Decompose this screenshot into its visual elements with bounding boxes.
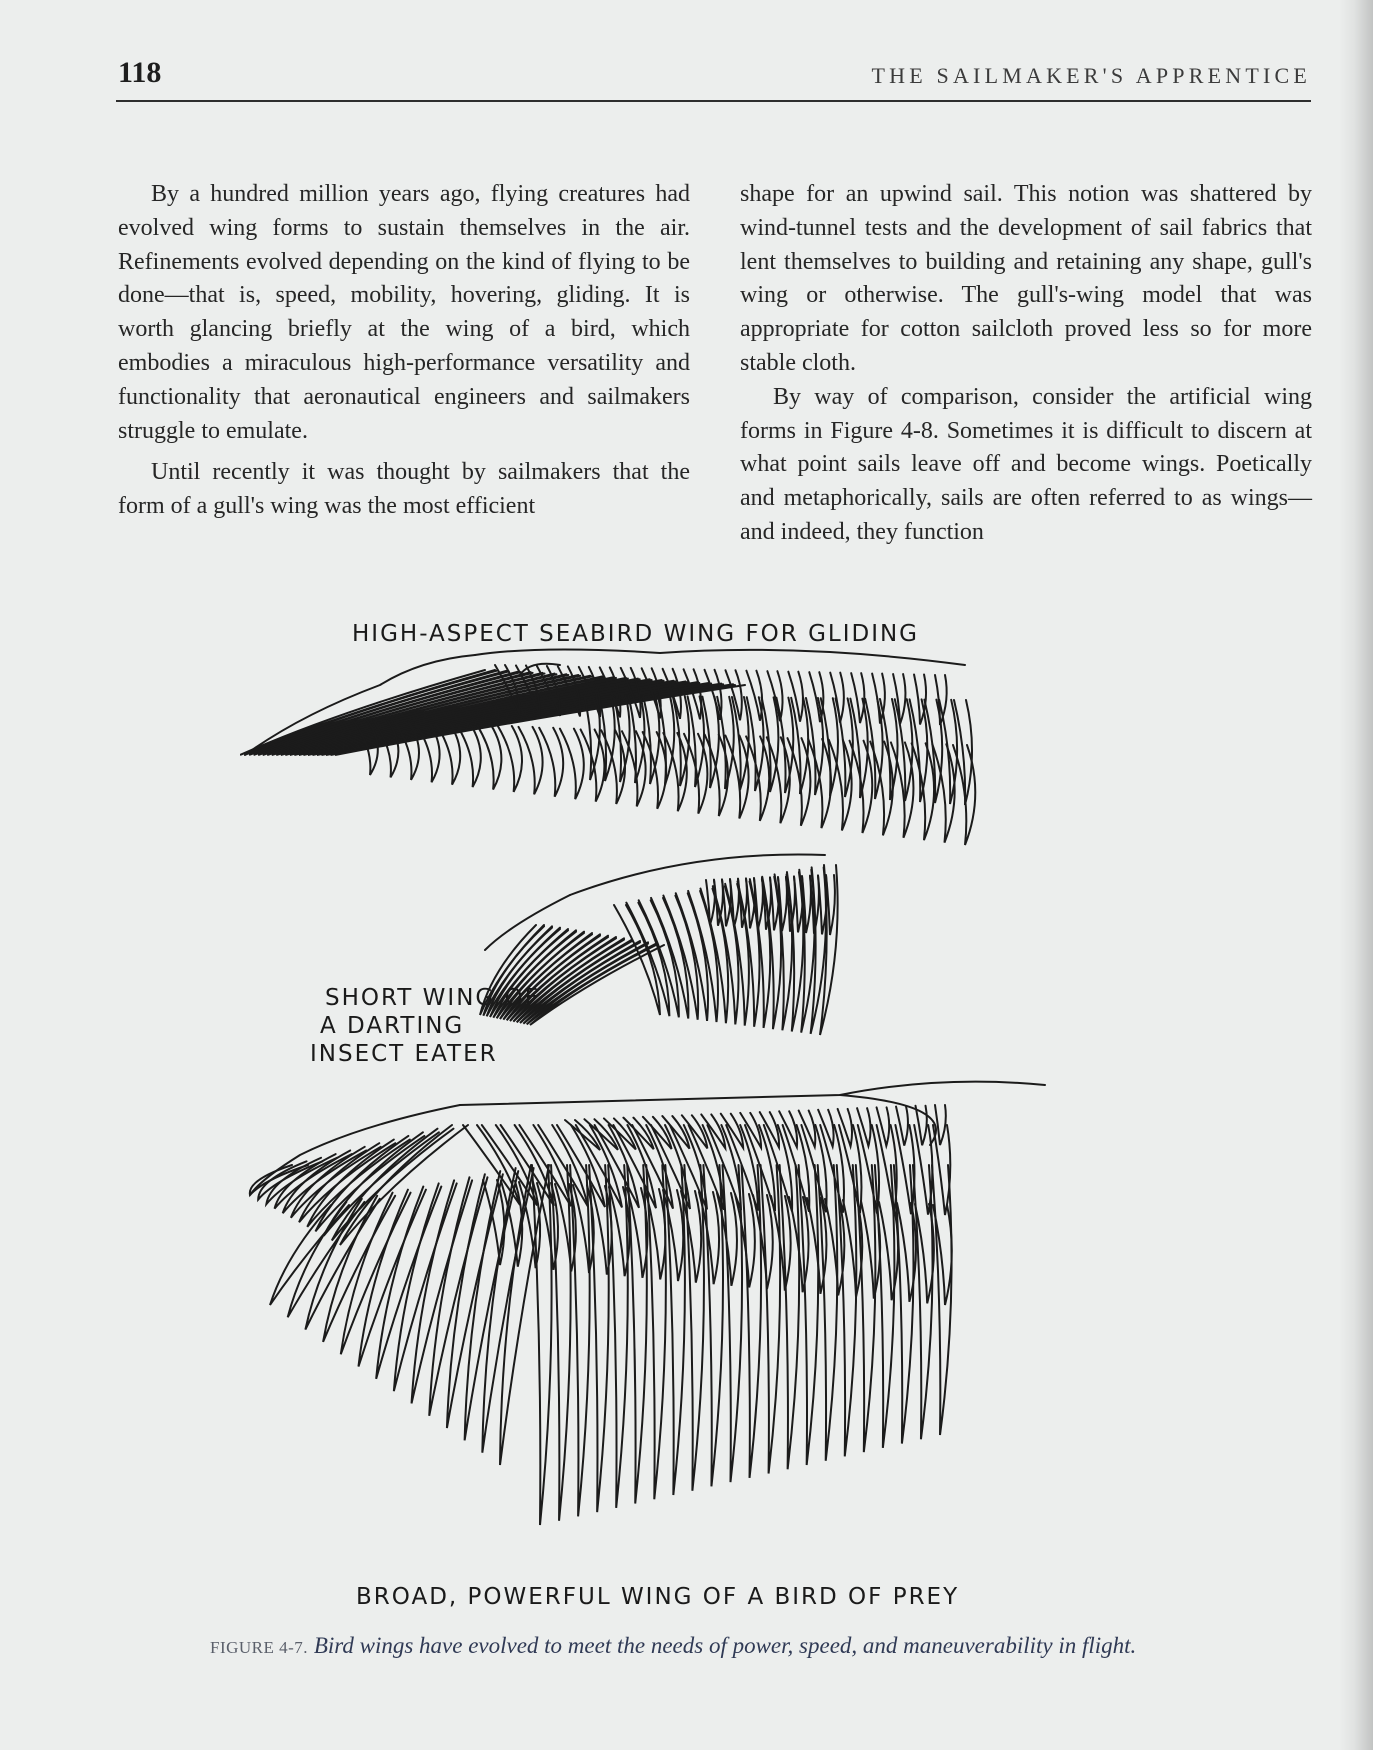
feather-stroke <box>932 1165 952 1435</box>
insect-eater-label-line2: A DARTING <box>320 1013 465 1039</box>
insect-eater-wing-drawing <box>480 855 838 1036</box>
feather-stroke <box>570 1165 590 1516</box>
feather-stroke <box>742 1165 762 1478</box>
feather-stroke <box>614 695 630 782</box>
bird-of-prey-wing-drawing <box>250 1082 1045 1525</box>
feather-stroke <box>935 1105 946 1145</box>
paragraph: By way of comparison, consider the artificial wing forms in Figure 4-8. Sometimes it is difficult to discern at what point sails leave off and become wings. Poetically and metaphorically, sails are often referred to as wings—and indeed, they function <box>740 383 1312 545</box>
paragraph: shape for an upwind sail. This notion was shattered by wind-tunnel tests and the development of sail fabrics that lent themselves to building and retaining any shape, gull's wing or otherwise. The gull's-wing model that was appropriate for cotton sailcloth proved less so for more stable cloth. <box>740 181 1312 376</box>
feather-stroke <box>676 893 708 1021</box>
paragraph: Until recently it was thought by sailmakers that the form of a gull's wing was the most efficient <box>118 459 690 520</box>
feather-stroke <box>780 1165 800 1469</box>
figure-caption-text: Bird wings have evolved to meet the needs of power, speed, and maneuverability in flight. <box>313 1633 1137 1658</box>
wing-illustrations <box>240 605 1120 1615</box>
feather-stroke <box>483 1180 504 1265</box>
left-column <box>118 178 690 524</box>
feather-stroke <box>627 1165 647 1504</box>
insect-eater-label-line1: SHORT WING OF <box>325 985 540 1011</box>
feather-stroke <box>861 1201 880 1299</box>
feather-stroke <box>877 1107 890 1145</box>
feather-stroke <box>717 697 734 789</box>
seabird-wing-label: HIGH-ASPECT SEABIRD WING FOR GLIDING <box>352 621 920 647</box>
feather-stroke <box>460 1082 1045 1105</box>
feather-stroke <box>551 1165 571 1521</box>
feather-stroke <box>394 1183 457 1391</box>
feather-stroke <box>725 670 741 720</box>
feather-stroke <box>646 1165 666 1499</box>
right-column <box>740 178 1312 550</box>
header-rule <box>116 100 1311 102</box>
running-head: THE SAILMAKER'S APPRENTICE <box>871 63 1311 88</box>
feather-stroke <box>912 743 934 840</box>
feather-stroke <box>843 1200 862 1297</box>
page-edge-shadow <box>1339 0 1373 1750</box>
feather-stroke <box>891 742 914 837</box>
paragraph: By a hundred million years ago, flying creatures had evolved wing forms to sustain themselves in the air. Refinements evolved depending on the kind of flying to be done—that is, speed, mobility, hovering, gliding. It is worth glancing briefly at the wing of a bird, which embodies a miraculous high-performance versatility and functionality that aeronautical engineers and sailmakers struggle to emulate. <box>118 181 690 444</box>
feather-stroke <box>532 1165 552 1525</box>
insect-eater-label-line3: INSECT EATER <box>310 1041 498 1067</box>
page-number: 118 <box>118 56 162 89</box>
feather-stroke <box>837 1165 857 1456</box>
feather-stroke <box>808 739 831 828</box>
seabird-wing-drawing <box>240 649 975 845</box>
feather-stroke <box>705 670 722 720</box>
bird-wings-figure <box>240 605 1120 1615</box>
feather-stroke <box>475 649 965 665</box>
figure-caption <box>210 1630 1240 1663</box>
feather-stroke <box>703 1165 723 1486</box>
feather-stroke <box>809 672 823 722</box>
bird-of-prey-label: BROAD, POWERFUL WING OF A BIRD OF PREY <box>356 1584 960 1610</box>
feather-stroke <box>376 1187 441 1379</box>
figure-caption-label: FIGURE 4-7. <box>210 1638 309 1657</box>
feather-stroke <box>872 674 885 724</box>
feather-stroke <box>933 1205 952 1305</box>
feather-stroke <box>746 671 762 721</box>
